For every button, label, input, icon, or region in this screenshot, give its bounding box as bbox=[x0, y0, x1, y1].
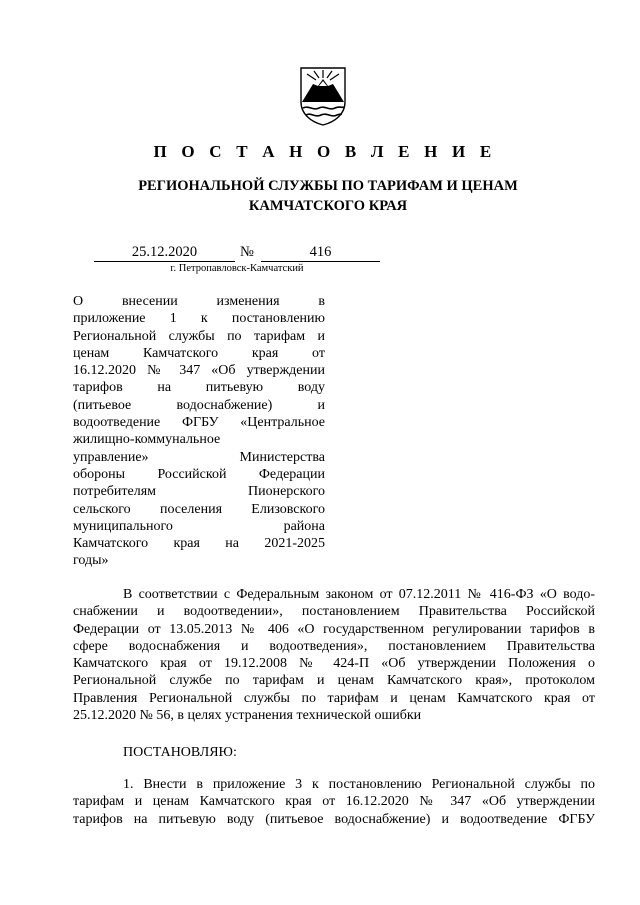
subject-line: муниципального района bbox=[73, 518, 325, 534]
paragraph-line: 1. Внести в приложение 3 к постановлению Региональной службы по bbox=[123, 777, 595, 792]
subject-line: годы» bbox=[73, 553, 109, 569]
subject-line: обороны Российской Федерации bbox=[73, 466, 325, 482]
subject-line: 16.12.2020 № 347 «Об утверждении bbox=[73, 363, 325, 379]
paragraph-line: Правления Региональной службы по тарифам и ценам Камчатского края от bbox=[73, 690, 595, 706]
paragraph-line: снабжении и водоотведении», постановлением Правительства Российской bbox=[73, 604, 595, 620]
subject-line: Камчатского края на 2021-2025 bbox=[73, 536, 325, 552]
subject-line: ценам Камчатского края от bbox=[73, 345, 325, 361]
agency-name-line: КАМЧАТСКОГО КРАЯ bbox=[248, 198, 408, 214]
subject-line: тарифов на питьевую воду bbox=[73, 380, 325, 396]
paragraph-line: Региональной службе по тарифам и ценам Камчатского края», протоколом bbox=[73, 673, 595, 689]
legal-basis-paragraph bbox=[73, 586, 595, 724]
subject-line: О внесении изменения в bbox=[73, 294, 325, 309]
kamchatka-coat-of-arms-icon bbox=[297, 62, 349, 126]
document-number: 416 bbox=[261, 243, 380, 262]
document-subject bbox=[73, 293, 325, 570]
subject-line: водоотведение ФГБУ «Центральное bbox=[73, 415, 325, 431]
subject-line: сельского поселения Елизовского bbox=[73, 501, 325, 517]
subject-line: потребителям Пионерского bbox=[73, 484, 325, 500]
subject-line: приложение 1 к постановлению bbox=[73, 311, 325, 327]
subject-line: Региональной службы по тарифам и bbox=[73, 328, 325, 344]
paragraph-line: тарифам и ценам Камчатского края от 16.12.2020 № 347 «Об утверждении bbox=[73, 794, 595, 810]
subject-line: (питьевое водоснабжение) и bbox=[73, 397, 325, 413]
subject-line: управление» Министерства bbox=[73, 449, 325, 465]
paragraph-line: В соответствии с Федеральным законом от 07.12.2011 № 416-ФЗ «О водо- bbox=[123, 587, 595, 602]
decree-heading bbox=[73, 744, 595, 761]
clause-1-paragraph bbox=[73, 776, 595, 828]
number-sign: № bbox=[240, 244, 254, 260]
paragraph-line: сфере водоснабжения и водоотведения», постановлением Правительства bbox=[73, 638, 595, 654]
paragraph-line: Федерации от 13.05.2013 № 406 «О государственном регулировании тарифов в bbox=[73, 621, 595, 637]
subject-line: жилищно-коммунальное bbox=[73, 432, 221, 448]
issue-city: г. Петропавловск-Камчатский bbox=[170, 263, 304, 274]
agency-name bbox=[0, 176, 640, 216]
paragraph-line: 25.12.2020 № 56, в целях устранения технической ошибки bbox=[73, 708, 422, 724]
decree-word: ПОСТАНОВЛЯЮ: bbox=[123, 745, 237, 760]
paragraph-line: Камчатского края от 19.12.2008 № 424-П «Об утверждении Положения о bbox=[73, 656, 595, 672]
document-date: 25.12.2020 bbox=[94, 243, 235, 262]
agency-name-line: РЕГИОНАЛЬНОЙ СЛУЖБЫ ПО ТАРИФАМ И ЦЕНАМ bbox=[138, 178, 518, 194]
paragraph-line: тарифов на питьевую воду (питьевое водоснабжение) и водоотведение ФГБУ bbox=[73, 811, 595, 827]
document-type-title: П О С Т А Н О В Л Е Н И Е bbox=[153, 142, 497, 161]
